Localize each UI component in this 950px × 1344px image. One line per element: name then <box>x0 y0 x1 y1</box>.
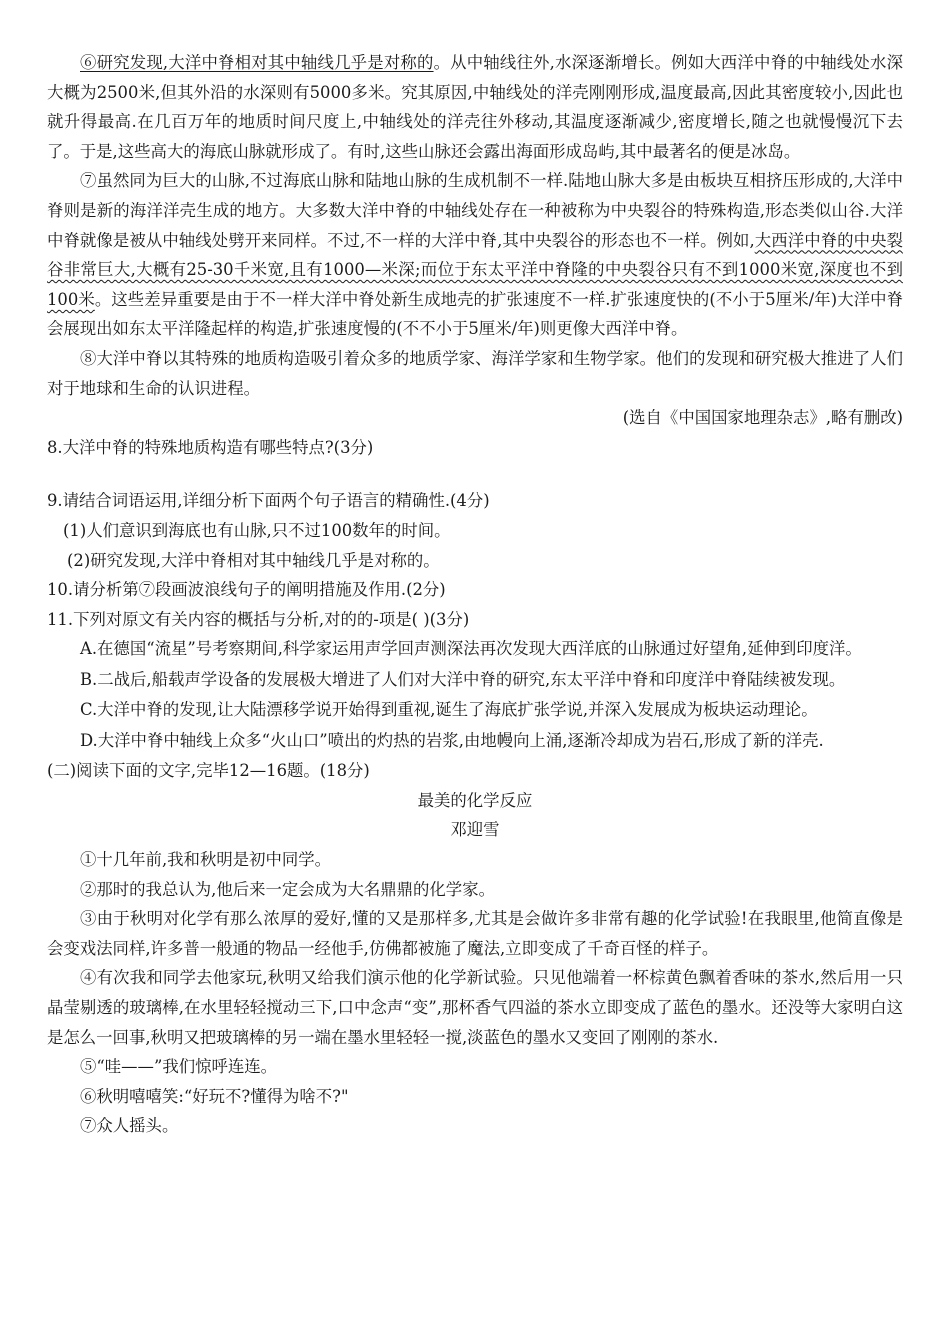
paragraph-6-text: 。从中轴线往外,水深逐渐增长。例如大西洋中脊的中轴线处水深大概为2500米,但其外沿的水深则有5000多米。究其原因,中轴线处的洋壳刚刚形成,温度最高,因此其密度较小,因此也就升得最高.在几百万年的地质时间尺度上,中轴线处的洋壳往外移动,其温度逐渐减少,密度增长,随之也就慢慢沉下去了。于是,这些高大的海底山脉就形成了。有时,这些山脉还会露出海面形成岛屿,其中最著名的便是冰岛。 <box>47 53 903 161</box>
question-9-item-1: (1)人们意识到海底也有山脉,只不过100数年的时间。 <box>63 520 451 540</box>
wavy-underlined-sentence: 大西洋中脊的中央裂谷非常巨大,大概有25-30千米宽,且有1000—米深;而位于东太平洋中脊隆的中央裂谷只有不到1000米宽,深度也不到100米 <box>47 230 903 309</box>
article-author: 邓迎雪 <box>450 820 500 840</box>
passage1-paragraph-7 <box>47 166 903 344</box>
passage1-paragraph-8: ⑧大洋中脊以其特殊的地质构造吸引着众多的地质学家、海洋学家和生物学家。他们的发现和研究极大推进了人们对于地球和生命的认识进程。 <box>47 348 903 398</box>
underlined-sentence: ⑥研究发现,大洋中脊相对其中轴线几乎是对称的 <box>80 53 434 72</box>
question-11-option-c: C.大洋中脊的发现,让大陆漂移学说开始得到重视,诞生了海底扩张学说,并深入发展成为板块运动理论。 <box>80 700 818 720</box>
question-11-option-a: A.在德国“流星”号考察期间,科学家运用声学回声测深法再次发现大西洋底的山脉通过好望角,延伸到印度洋。 <box>80 639 862 659</box>
paragraph-7-text-b: 。这些差异重要是由于不一样大洋中脊处新生成地壳的扩张速度不一样.扩张速度快的(不小于5厘米/年)大洋中脊会展现出如东太平洋隆起样的构造,扩张速度慢的(不不小于5厘米/年)则更像大西洋中脊。 <box>47 289 903 339</box>
article-paragraph-6: ⑥秋明嘻嘻笑:“好玩不?懂得为啥不?" <box>80 1086 349 1106</box>
passage1-paragraph-6 <box>47 48 903 166</box>
article-paragraph-4: ④有次我和同学去他家玩,秋明又给我们演示他的化学新试验。只见他端着一杯棕黄色飘着香味的茶水,然后用一只晶莹剔透的玻璃棒,在水里轻轻搅动三下,口中念声“变”,那杯香气四溢的茶水立即变成了蓝色的墨水。还没等大家明白这是怎么一回事,秋明又把玻璃棒的另一端在墨水里轻轻一搅,淡蓝色的墨水又变回了刚刚的茶水. <box>47 968 903 1047</box>
paragraph-7-text-a: ⑦虽然同为巨大的山脉,不过海底山脉和陆地山脉的生成机制不一样.陆地山脉大多是由板块互相挤压形成的,大洋中脊则是新的海洋洋壳生成的地方。大多数大洋中脊的中轴线处存在一种被称为中央裂谷的特殊构造,形态类似山谷.大洋中脊就像是被从中轴线处劈开来同样。不过,不一样的大洋中脊,其中央裂谷的形态也不一样。例如, <box>47 171 903 250</box>
document-page <box>47 48 903 1141</box>
question-11-option-b: B.二战后,船载声学设备的发展极大增进了人们对大洋中脊的研究,东太平洋中脊和印度洋中脊陆续被发现。 <box>80 669 846 689</box>
article-paragraph-2: ②那时的我总认为,他后来一定会成为大名鼎鼎的化学家。 <box>80 879 495 899</box>
article-paragraph-7: ⑦众人摇头。 <box>80 1116 179 1136</box>
section-2-heading: (二)阅读下面的文字,完毕12—16题。(18分) <box>47 761 370 781</box>
question-8: 8.大洋中脊的特殊地质构造有哪些特点?(3分) <box>47 437 374 457</box>
source-citation: (选自《中国国家地理杂志》,略有删改) <box>622 408 903 428</box>
article-title: 最美的化学反应 <box>417 790 533 810</box>
question-9-item-2: (2)研究发现,大洋中脊相对其中轴线几乎是对称的。 <box>67 550 440 570</box>
question-10: 10.请分析第⑦段画波浪线句子的阐明措施及作用.(2分) <box>47 580 446 600</box>
question-11-option-d: D.大洋中脊中轴线上众多“火山口”喷出的灼热的岩浆,由地幔向上涌,逐渐冷却成为岩石,形成了新的洋壳. <box>80 730 824 750</box>
article-paragraph-1: ①十几年前,我和秋明是初中同学。 <box>80 850 332 870</box>
question-11: 11.下列对原文有关内容的概括与分析,对的的-项是( )(3分) <box>47 609 470 629</box>
answer-space <box>47 462 903 486</box>
question-9: 9.请结合词语运用,详细分析下面两个句子语言的精确性.(4分) <box>47 491 490 511</box>
article-paragraph-3: ③由于秋明对化学有那么浓厚的爱好,懂的又是那样多,尤其是会做许多非常有趣的化学试验!在我眼里,他简直像是会变戏法同样,许多普一般通的物品一经他手,仿佛都被施了魔法,立即变成了千奇百怪的样子。 <box>47 909 903 958</box>
article-paragraph-5: ⑤“哇——”我们惊呼连连。 <box>80 1057 278 1077</box>
